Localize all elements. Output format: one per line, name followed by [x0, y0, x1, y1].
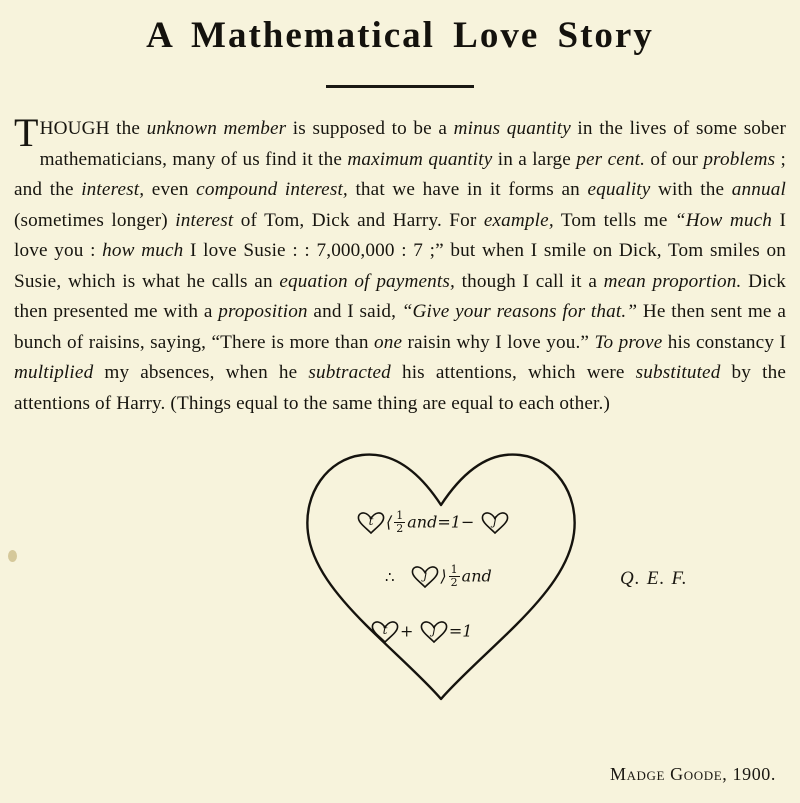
minus-symbol: −: [460, 512, 475, 532]
body-run-7: per cent.: [576, 148, 646, 170]
author-year: 1900.: [732, 764, 776, 784]
qef-caption: Q. E. F.: [620, 568, 688, 589]
page-title: A Mathematical Love Story: [146, 15, 654, 56]
body-run-27: equation of payments,: [279, 270, 455, 292]
body-text-block: [14, 110, 787, 419]
less-than-symbol: ⟨: [386, 512, 393, 532]
heart-j-label-2: j: [423, 568, 428, 583]
body-run-28: though I call it a: [454, 270, 604, 292]
body-run-31: proposition: [218, 301, 308, 322]
body-run-44: by the attentions of Harry. (Things equal to the same thing are equal to each other.): [14, 362, 786, 414]
heart-equation-line-2: [385, 565, 492, 589]
one-digit-1: 1: [450, 512, 461, 532]
fraction-denominator-2: 2: [450, 575, 458, 589]
body-run-1: unknown member: [146, 118, 287, 139]
plus-symbol: +: [400, 621, 414, 641]
title-divider-rule: [326, 85, 474, 88]
body-run-22: Tom tells me: [553, 209, 675, 231]
body-run-34: He then sent me a bunch of raisins, saying, “There is more than: [14, 301, 786, 353]
greater-than-symbol: ⟩: [440, 566, 447, 586]
body-run-42: his attentions, which were: [390, 362, 636, 383]
body-run-33: “Give your reasons for that.”: [401, 301, 638, 322]
author-name: Madge Goode,: [609, 764, 728, 784]
heart-symbol-j-icon-3: [419, 620, 449, 644]
fraction-numerator: 1: [396, 509, 404, 522]
therefore-symbol: ∴: [385, 567, 395, 586]
fraction-denominator: 2: [396, 521, 404, 535]
body-run-23: “How much: [674, 209, 773, 231]
document-page: [0, 14, 800, 803]
page-blemish: [8, 550, 17, 562]
heart-equation-line-3: [370, 620, 472, 644]
heart-equation-line-1: [356, 511, 510, 535]
drop-cap: T: [14, 110, 39, 155]
body-run-8: of our: [645, 148, 704, 170]
body-run-10: ; and the: [14, 148, 787, 200]
heart-j-label-3: j: [431, 623, 436, 637]
body-run-17: annual: [731, 179, 786, 200]
heart-j-label: j: [492, 514, 497, 529]
equals-symbol-1: =: [437, 512, 451, 532]
heart-t-label-2: t: [382, 623, 388, 637]
body-run-14: that we have in it forms an: [347, 179, 588, 200]
body-run-35: one: [373, 331, 403, 353]
body-run-25: how much: [102, 240, 184, 261]
body-run-30: Dick then presented me with a: [14, 270, 786, 322]
body-run-6: in a large: [492, 148, 577, 170]
body-run-16: with the: [650, 179, 732, 200]
body-run-39: multiplied: [14, 362, 94, 383]
body-paragraph: [14, 110, 787, 419]
body-run-32: and I said,: [307, 301, 402, 322]
body-run-36: raisin why I love you.”: [402, 331, 595, 353]
body-run-3: minus quantity: [453, 118, 571, 139]
body-paragraph-runs: [14, 118, 786, 414]
body-run-41: subtracted: [308, 362, 391, 383]
body-run-43: substituted: [635, 362, 721, 383]
body-run-5: maximum quantity: [347, 148, 493, 170]
heart-t-label: t: [368, 514, 374, 529]
heart-symbol-j-icon-2: [410, 565, 440, 589]
equals-symbol-2: =: [448, 621, 463, 641]
body-run-18: (sometimes longer): [14, 209, 176, 231]
body-run-15: equality: [587, 179, 651, 200]
body-run-13: compound interest,: [196, 179, 348, 200]
fraction-numerator-2: 1: [450, 563, 458, 576]
heart-symbol-t-icon: [356, 511, 386, 535]
body-run-21: example,: [483, 209, 554, 231]
body-run-37: To prove: [594, 331, 663, 353]
body-run-40: my absences, when he: [93, 362, 309, 383]
body-run-26: I love Susie : : 7,000,000 : 7 ;” but when I smile on Dick, Tom smiles on Susie, which is what he calls an: [14, 240, 787, 292]
heart-figure: [296, 437, 586, 705]
body-run-19: interest: [175, 209, 234, 231]
one-half-fraction: [394, 510, 405, 534]
body-run-11: interest,: [81, 179, 145, 200]
body-run-4: in the lives of some sober mathematicians, many of us find it the: [39, 118, 787, 170]
body-run-24: I love you :: [14, 209, 786, 261]
and-word-2: and: [461, 566, 492, 586]
body-run-9: problems: [703, 148, 776, 170]
body-run-20: of Tom, Dick and Harry. For: [233, 209, 484, 231]
body-run-0: HOUGH the: [39, 118, 147, 139]
one-digit-2: 1: [462, 621, 473, 641]
body-run-29: mean proportion.: [603, 270, 742, 292]
heart-symbol-t-icon-2: [370, 620, 400, 644]
body-run-38: his constancy I: [662, 331, 786, 353]
body-run-12: even: [144, 179, 197, 200]
one-half-fraction-2: [449, 564, 460, 588]
author-signature: [610, 764, 776, 785]
and-word-1: and: [407, 512, 438, 532]
figure-area: [0, 437, 800, 737]
body-run-2: is supposed to be a: [286, 118, 454, 139]
heart-symbol-j-icon: [480, 511, 510, 535]
